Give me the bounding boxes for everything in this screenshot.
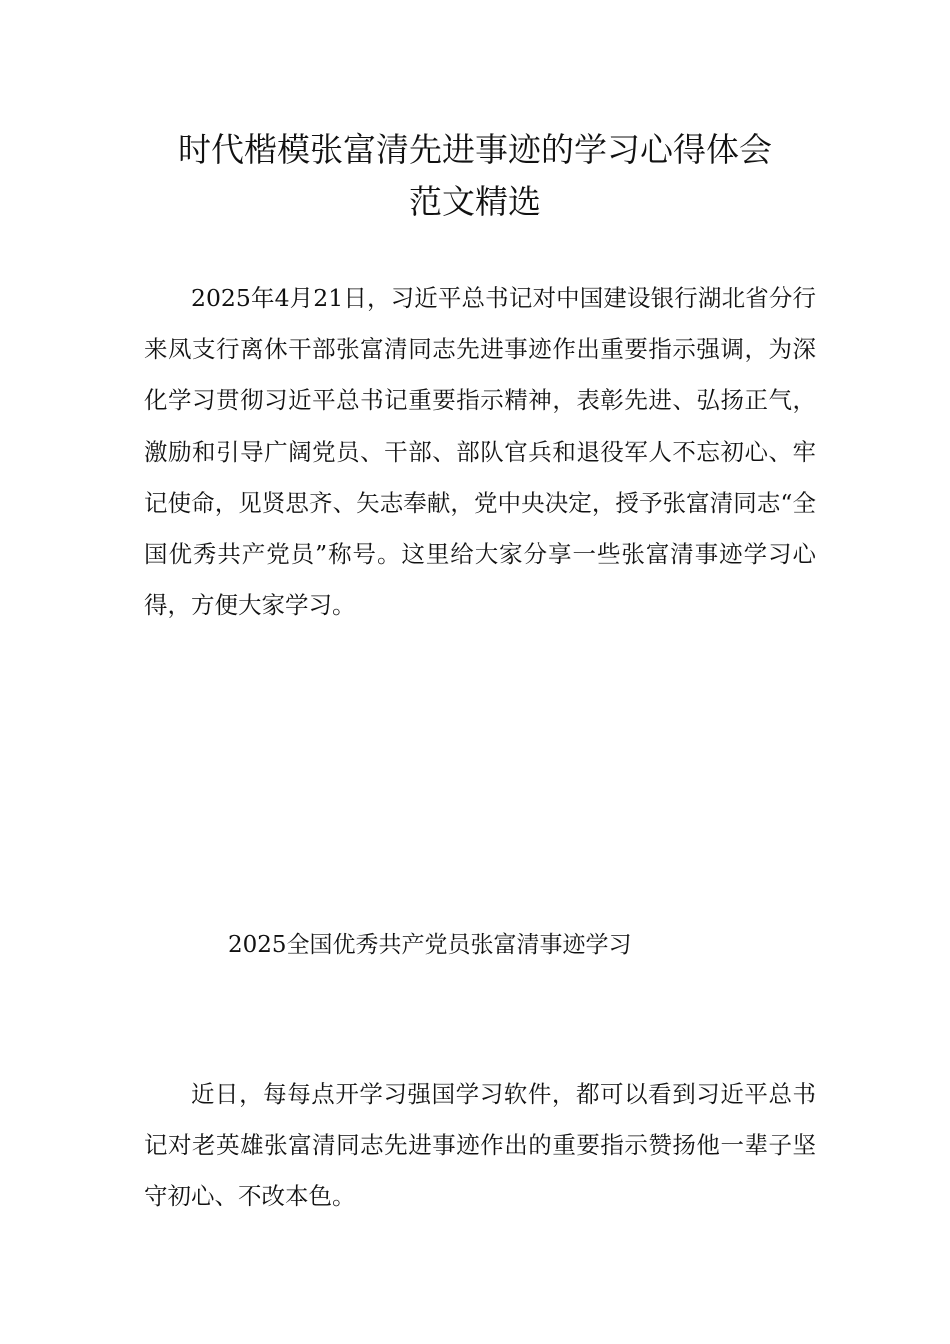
title-line-2: 范文精选 [409,182,541,221]
title-line-1: 时代楷模张富清先进事迹的学习心得体会 [178,130,772,169]
body-paragraph: 近日，每每点开学习强国学习软件，都可以看到习近平总书记对老英雄张富清同志先进事迹作出的重要指示赞扬他一辈子坚守初心、不改本色。 [144,1080,816,1211]
section-subheading: 2025全国优秀共产党员张富清事迹学习 [228,932,632,958]
intro-paragraph: 2025年4月21日，习近平总书记对中国建设银行湖北省分行来凤支行离休干部张富清同志先进事迹作出重要指示强调，为深化学习贯彻习近平总书记重要指示精神，表彰先进、弘扬正气，激励和引导广阔党员、干部、部队官兵和退役军人不忘初心、牢记使命，见贤思齐、矢志奉献，党中央决定，授予张富清同志“全国优秀共产党员”称号。这里给大家分享一些张富清事迹学习心得，方便大家学习。 [144,284,816,620]
document-title [100,124,850,228]
